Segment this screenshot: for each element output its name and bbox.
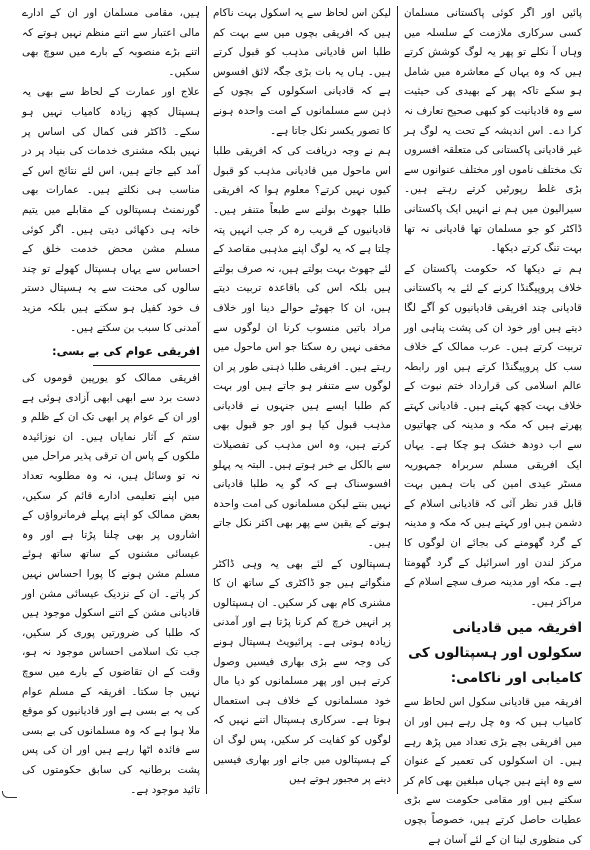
section-headline: افریقہ میں قادیانی سکولوں اور ہسپتالوں کی کامیابی اور ناکامی: xyxy=(408,620,582,687)
newspaper-page xyxy=(4,4,586,846)
column-divider xyxy=(206,6,207,794)
paragraph: افریقی ممالک کو یورپین قوموں کی دست برد سے ابھی ابھی آزادی ہوئی ہے اور ان کے عوام پر ابھی تک ان کے ظلم و ستم کے آثار نمایاں ہیں۔ ان نوزائیدہ ملکوں کے پاس ان ترقی پذیر مراحل میں نہ تو وسائل ہیں، نہ وہ مطلوبہ تعداد میں اپنے تعلیمی ادارے قائم کر سکیں، بعض ممالک کو اپنے پہلے فرمانرواؤں کے اشاروں پر بھی چلنا پڑتا ہے اور وہ عیسائی مشنوں کے ساتھ ساتھ ہوئے مسلم مشن ہونے کا پورا احساس نہیں کر پاتے۔ ان کے نزدیک عیسائی مشن اور قادیانی مشن کے اتنے اسکول موجود ہیں کہ طلبا کی ضرورتیں پوری کر سکیں، جب تک اسلامی احساس موجود نہ ہو، وقت کے ان تقاضوں کے بارے میں سوچ نہیں جا سکتا۔ افریقہ کے مسلم عوام کی یہ بے بسی ہے اور قادیانیوں کو موقع ملا ہوا ہے کہ وہ مسلمانوں کی بے بسی سے فائدہ اٹھا رہے ہیں اور ان کی پس پشت برطانیہ کی سابق حکومتوں کی تائید موجود ہے۔ xyxy=(22,372,200,796)
paragraph: افریقہ میں قادیانی سکول اس لحاظ سے کامیاب ہیں کہ وہ چل رہے ہیں اور ان میں افریقی بچے بڑی تعداد میں پڑھ رہے ہیں۔ ان اسکولوں کی تعمیر کے عنوان سے وہ اپنے ہیں جہاں مبلغین بھی کام کر سکتے ہیں اور مقامی حکومت سے بڑی عطیات حاصل کرتے ہیں، خصوصاً بچوں کی منظوری لینا ان کے لئے آسان ہے xyxy=(404,696,582,846)
paragraph: ہم نے دیکھا کہ حکومت پاکستان کے خلاف پروپیگنڈا کرنے کے لئے یہ پاکستانی قادیانی چند افریقی قادیانیوں کو آگے لگا دیتے ہیں اور خود ان کی پشت پناہی اور تربیت کرتے ہیں۔ عرب ممالک کے خلاف سب کل پروپیگنڈا کرتے ہیں اور رابطہ عالم اسلامی کی قرارداد ختم نبوت کے خلاف بہت کچھ کہتے ہیں۔ قادیانی کہتے پھرتے ہیں کہ مکہ و مدینہ کی چھاتیوں سے اب دودھ خشک ہو چکا ہے۔ یہاں ایک افریقی مسلم سربراہ جمہوریہ مسٹر عیدی امین کی بات ہمیں بہت قابل قدر نظر آئی کہ قادیانی اسلام کے دشمن ہیں اور کہتے ہیں کہ مکہ و مدینہ کے گرد گھومنے کی بجائے ان لوگوں کا مرکز لندن اور اسرائیل کے گرد گھومتا ہے۔ مکہ اور مدینہ صرف سچے اسلام کے مراکز ہیں۔ xyxy=(404,262,582,608)
paragraph: لیکن اس لحاظ سے یہ اسکول بہت ناکام ہیں کہ افریقی بچوں میں سے بہت کم طلبا اس قادیانی مذہب کو قبول کرتے ہیں۔ ہاں یہ بات بڑی جگہ لائق افسوس ہے کہ قادیانی اسکولوں کے بچوں کے ذہن سے مسلمانوں کے امت واحدہ ہونے کا تصور یکسر نکل جاتا ہے۔ xyxy=(213,7,391,137)
subheading-underline xyxy=(93,365,200,366)
section-subheading: افریقی عوام کی بے بسی: xyxy=(52,344,200,359)
paragraph: ہسپتالوں کے لئے بھی یہ وہی ڈاکٹر منگواتے ہیں جو ڈاکٹری کے ساتھ ان کا مشنری کام بھی کر سکیں۔ ان ہسپتالوں پر انہیں خرچ کم کرنا پڑتا ہے اور آمدنی زیادہ ہوتی ہے۔ پرائیویٹ ہسپتال ہونے کی وجہ سے بڑی بھاری فیسیں وصول کرتے ہیں اور پھر مسلمانوں کو دیا مال خود مسلمانوں کے خلاف ہی استعمال ہوتا ہے۔ سرکاری ہسپتال اتنے نہیں کہ لوگوں کو کفایت کر سکیں، پس لوگ ان کے ہسپتالوں میں جانے اور بھاری فیسیں دینے پر مجبور ہوتے ہیں xyxy=(213,557,391,786)
paragraph: ہیں، مقامی مسلمان اور ان کے ادارے مالی اعتبار سے اتنے منظم نہیں ہوتے کہ اتنے بڑے منصوبہ کے بارے میں سوچ بھی سکیں۔ xyxy=(22,7,200,78)
column-middle xyxy=(209,4,395,796)
column-right xyxy=(400,4,586,846)
column-divider xyxy=(397,6,398,794)
paragraph: علاج اور عمارت کے لحاظ سے بھی یہ ہسپتال کچھ زیادہ کامیاب نہیں ہو سکے۔ ڈاکٹر فنی کمال کی اساس پر نہیں بلکہ مشنری خدمات کی بنیاد پر در آمد کیے جاتے ہیں، اس لئے نتائج اس کے مناسب ہی نکلتے ہیں۔ عمارات بھی گورنمنٹ ہسپتالوں کے مقابلے میں یتیم خانہ ہی دکھائی دیتی ہیں۔ اگر کوئی مسلم مشن محض خدمت خلق کے احساس سے یہاں ہسپتال کھولے تو چند سالوں کی محنت سے یہ ہسپتال دستر ف خود کفیل ہو سکتے ہیں بلکہ مزید آمدنی کا سبب بن سکتے ہیں۔ xyxy=(22,86,200,334)
paragraph: ہم نے وجہ دریافت کی کہ افریقی طلبا اس ماحول میں قادیانی مذہب کو قبول کیوں نہیں کرتے؟ معلوم ہوا کہ افریقی طلبا جھوٹ بولنے سے طبعاً متنفر ہیں۔ قادیانیوں کے قریب رہ کر جب انہیں پتہ چلتا ہے کہ یہ لوگ اپنے مذہبی مقاصد کے لئے جھوٹ بہت بولتے ہیں، نہ صرف بولتے ہیں بلکہ اس کی باقاعدہ تربیت دیتے ہیں، ان کا جھوٹے حوالے دینا اور خلاف مراد باتیں منسوب کرنا ان لوگوں سے مخفی نہیں رہ سکتا جو اس ماحول میں رہتے ہیں۔ افریقی طلبا ذہنی طور پر ان لوگوں سے متنفر ہو جاتے ہیں اور بہت کم طلبا ایسے ہیں جنہوں نے قادیانی مذہب قبول کیا ہو اور جو قبول بھی کرتے ہیں، وہ اس مذہب کی تفصیلات سے بالکل بے خبر ہوتے ہیں۔ البتہ یہ پہلو افسوسناک ہے کہ گو یہ طلبا قادیانی نہیں بنتے لیکن مسلمانوں کی امت واحدہ ہونے کے یقین سے پھر بھی اکثر نکل جاتے ہیں۔ xyxy=(213,145,391,550)
paragraph: پائیں اور اگر کوئی پاکستانی مسلمان کسی سرکاری ملازمت کے سلسلہ میں وہاں آ نکلے تو پھر یہ لوگ کوشش کرتے ہیں کہ وہ یہاں کے معاشرہ میں شامل ہو سکے تاکہ پھر کے بھیدی کی حیثیت سے وہ قادیانیت کو کبھی صحیح تعارف نہ کرا دے۔ اس اندیشہ کے تحت یہ لوگ ہر غیر قادیانی پاکستانی کی متعلقہ افسروں تک مختلف ناموں اور مختلف عنوانوں سے بڑی غلط رپورٹیں کرتے رہتے ہیں۔ سیرالیون میں ہم نے انہیں ایک پاکستانی ڈاکٹر کو جو مسلمان تھا قادیانی نہ تھا بہت تنگ کرتے دیکھا۔ xyxy=(404,7,582,255)
page-corner-mark xyxy=(2,791,17,798)
column-left xyxy=(18,4,204,796)
